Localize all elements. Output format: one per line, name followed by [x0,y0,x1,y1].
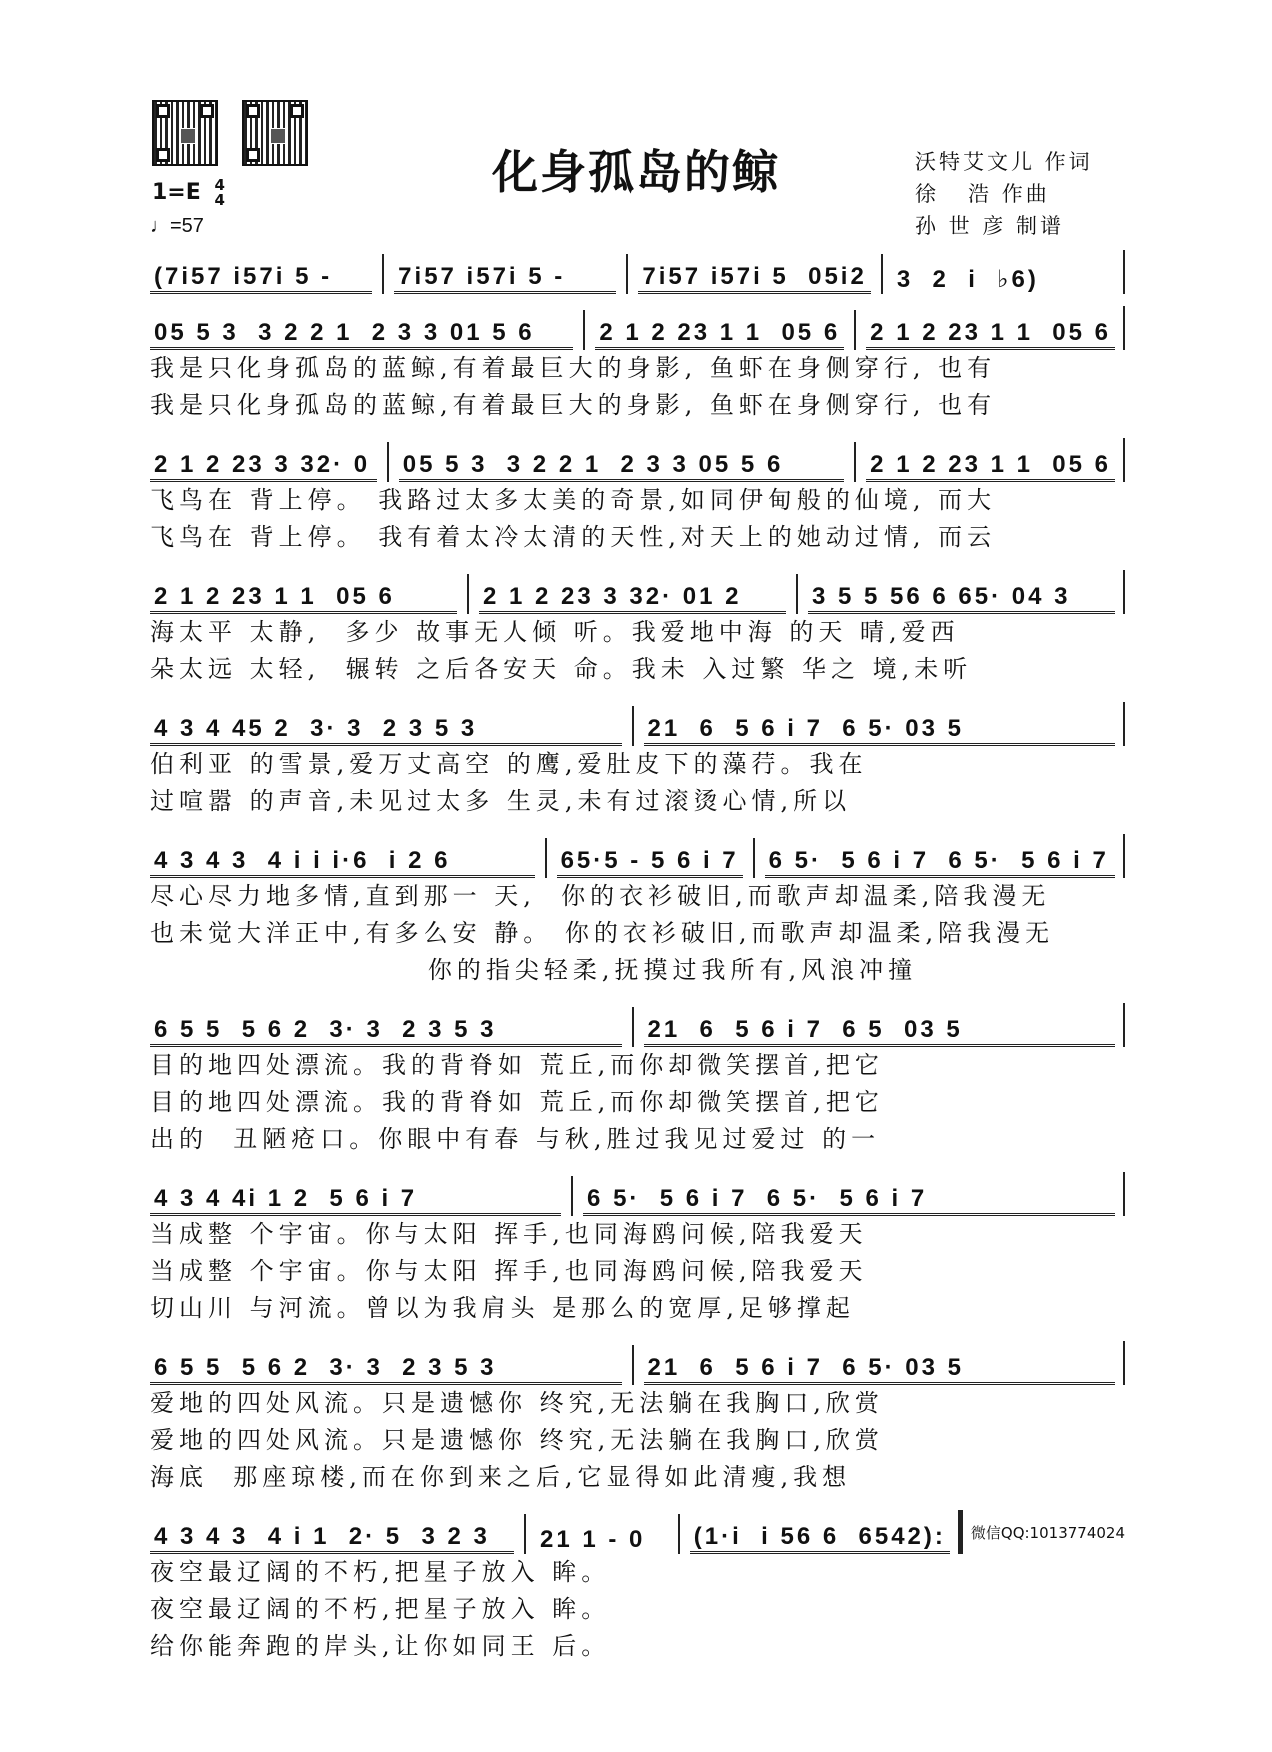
lyric-line: 尽心尽力地多情,直到那一 天, 你的衣衫破旧,而歌声却温柔,陪我漫无 [150,882,1051,910]
system-6 [150,834,1125,989]
lyric-line: 你的指尖轻柔,抚摸过我所有,风浪冲撞 [150,956,918,984]
lyric-line: 朵太远 太轻, 辗转 之后各安天 命。我未 入过繁 华之 境,未听 [150,655,973,683]
measure: 3 5 5 56 6 65· 04 3 [808,583,1115,614]
measure: 21 6 5 6 i 7 6 5· 03 5 [644,715,1116,746]
lyric-line: 切山川 与河流。曾以为我肩头 是那么的宽厚,足够撑起 [150,1294,855,1322]
lyric-line: 飞鸟在 背上停。 我路过太多太美的奇景,如同伊甸般的仙境, 而大 [150,486,997,514]
time-sig-bottom: 4 [214,191,225,209]
score [150,250,1125,1679]
lyric-line: 爱地的四处风流。只是遗憾你 终究,无法躺在我胸口,欣赏 [150,1389,884,1417]
barline [571,1176,573,1216]
time-signature [214,178,224,208]
barline [881,254,883,294]
notation-row [150,438,1125,482]
notation-row [150,702,1125,746]
lyric-line: 给你能奔跑的岸头,让你如同王 后。 [150,1632,611,1660]
lyric-line: 当成整 个宇宙。你与太阳 挥手,也同海鸥问候,陪我爱天 [150,1257,868,1285]
measure: 2 1 2 23 1 1 05 6 [866,451,1115,482]
lyric-line: 夜空最辽阔的不朽,把星子放入 眸。 [150,1558,611,1586]
barline [1123,250,1125,294]
system-3 [150,438,1125,556]
barline [1123,1003,1125,1047]
measure: 6 5· 5 6 i 7 6 5· 5 6 i 7 [583,1185,1115,1216]
barline [1123,438,1125,482]
measure: 21 6 5 6 i 7 6 5 03 5 [644,1016,1116,1047]
notation-row [150,1510,1125,1554]
system-1 [150,250,1125,294]
measure: 2 1 2 23 1 1 05 6 [595,319,844,350]
measure: 7i57 i57i 5 - [394,263,616,294]
measure: (7i57 i57i 5 - [150,263,372,294]
system-4 [150,570,1125,688]
lyric-line: 夜空最辽阔的不朽,把星子放入 眸。 [150,1595,611,1623]
arranger-credit: 孙 世 彦 制谱 [915,214,1065,238]
barline [382,254,384,294]
measure: 21 6 5 6 i 7 6 5· 03 5 [644,1354,1116,1385]
measure: 7i57 i57i 5 05i2 [638,263,870,294]
lyric-line: 也未觉大洋正中,有多么安 静。 你的衣衫破旧,而歌声却温柔,陪我漫无 [150,919,1055,947]
notation-row [150,570,1125,614]
measure: (1·i i 56 6 6542): [690,1523,950,1554]
notation-row [150,1172,1125,1216]
lyric-line: 当成整 个宇宙。你与太阳 挥手,也同海鸥问候,陪我爱天 [150,1220,868,1248]
lyric-line: 伯利亚 的雪景,爱万丈高空 的鹰,爱肚皮下的藻荇。我在 [150,750,868,778]
system-8 [150,1172,1125,1327]
lyric-line: 海太平 太静, 多少 故事无人倾 听。我爱地中海 的天 晴,爱西 [150,618,960,646]
barline [678,1514,680,1554]
key-signature [152,178,225,208]
measure: 2 1 2 23 3 32· 0 [150,451,377,482]
tempo-marking: ♩=57 [150,215,204,237]
barline [626,254,628,294]
barline [1123,1341,1125,1385]
notation-row [150,306,1125,350]
lyric-line: 海底 那座琼楼,而在你到来之后,它显得如此清瘦,我想 [150,1463,852,1491]
key-label: 1=E [152,180,201,205]
lyric-line: 我是只化身孤岛的蓝鲸,有着最巨大的身影, 鱼虾在身侧穿行, 也有 [150,391,997,419]
notation-row [150,1003,1125,1047]
barline [524,1514,526,1554]
notation-row [150,250,1125,294]
barline [796,574,798,614]
measure: 2 1 2 23 3 32· 01 2 [479,583,786,614]
barline [583,310,585,350]
barline [854,442,856,482]
measure: 2 1 2 23 1 1 05 6 [150,583,457,614]
lyric-line: 飞鸟在 背上停。 我有着太冷太清的天性,对天上的她动过情, 而云 [150,523,997,551]
measure: 65·5 - 5 6 i 7 [557,847,743,878]
barline [1123,1172,1125,1216]
notation-row [150,834,1125,878]
lyric-line: 爱地的四处风流。只是遗憾你 终究,无法躺在我胸口,欣赏 [150,1426,884,1454]
song-title: 化身孤岛的鲸 [492,145,780,199]
measure: 05 5 3 3 2 2 1 2 3 3 01 5 6 [150,319,573,350]
measure: 3 2 i ♭6) [896,266,1039,293]
barline [632,1007,634,1047]
measure: 21 1 - 0 [539,1526,646,1553]
system-5 [150,702,1125,820]
measure: 4 3 4 4i 1 2 5 6 i 7 [150,1185,561,1216]
repeat-barline [958,1510,963,1554]
barline [387,442,389,482]
lyric-line: 我是只化身孤岛的蓝鲸,有着最巨大的身影, 鱼虾在身侧穿行, 也有 [150,354,997,382]
measure: 05 5 3 3 2 2 1 2 3 3 05 5 6 [399,451,844,482]
barline [632,706,634,746]
barline [753,838,755,878]
lyric-line: 过喧嚣 的声音,未见过太多 生灵,未有过滚烫心情,所以 [150,787,852,815]
system-7 [150,1003,1125,1158]
barline [854,310,856,350]
measure: 4 3 4 3 4 i 1 2· 5 3 2 3 [150,1523,514,1554]
composer-credit: 徐 浩 作曲 [915,182,1050,206]
barline [1123,570,1125,614]
barline [1123,306,1125,350]
measure: 2 1 2 23 1 1 05 6 [866,319,1115,350]
lyricist-credit: 沃特艾文儿 作词 [915,150,1093,174]
measure: 4 3 4 3 4 i i i·6 i 2 6 [150,847,535,878]
barline [1123,834,1125,878]
lyric-line: 出的 丑陋疮口。你眼中有春 与秋,胜过我见过爱过 的一 [150,1125,881,1153]
system-9 [150,1341,1125,1496]
barline [467,574,469,614]
measure: 6 5 5 5 6 2 3· 3 2 3 5 3 [150,1354,622,1385]
measure: 6 5· 5 6 i 7 6 5· 5 6 i 7 [765,847,1115,878]
barline [1123,702,1125,746]
barline [545,838,547,878]
credits [915,146,1093,242]
system-10 [150,1510,1125,1665]
lyric-line: 目的地四处漂流。我的背脊如 荒丘,而你却微笑摆首,把它 [150,1088,884,1116]
notation-row [150,1341,1125,1385]
measure: 6 5 5 5 6 2 3· 3 2 3 5 3 [150,1016,622,1047]
barline [632,1345,634,1385]
measure: 4 3 4 45 2 3· 3 2 3 5 3 [150,715,622,746]
system-2 [150,306,1125,424]
contact-info: 微信QQ:1013774024 [970,1523,1125,1542]
time-sig-top: 4 [214,176,225,194]
lyric-line: 目的地四处漂流。我的背脊如 荒丘,而你却微笑摆首,把它 [150,1051,884,1079]
